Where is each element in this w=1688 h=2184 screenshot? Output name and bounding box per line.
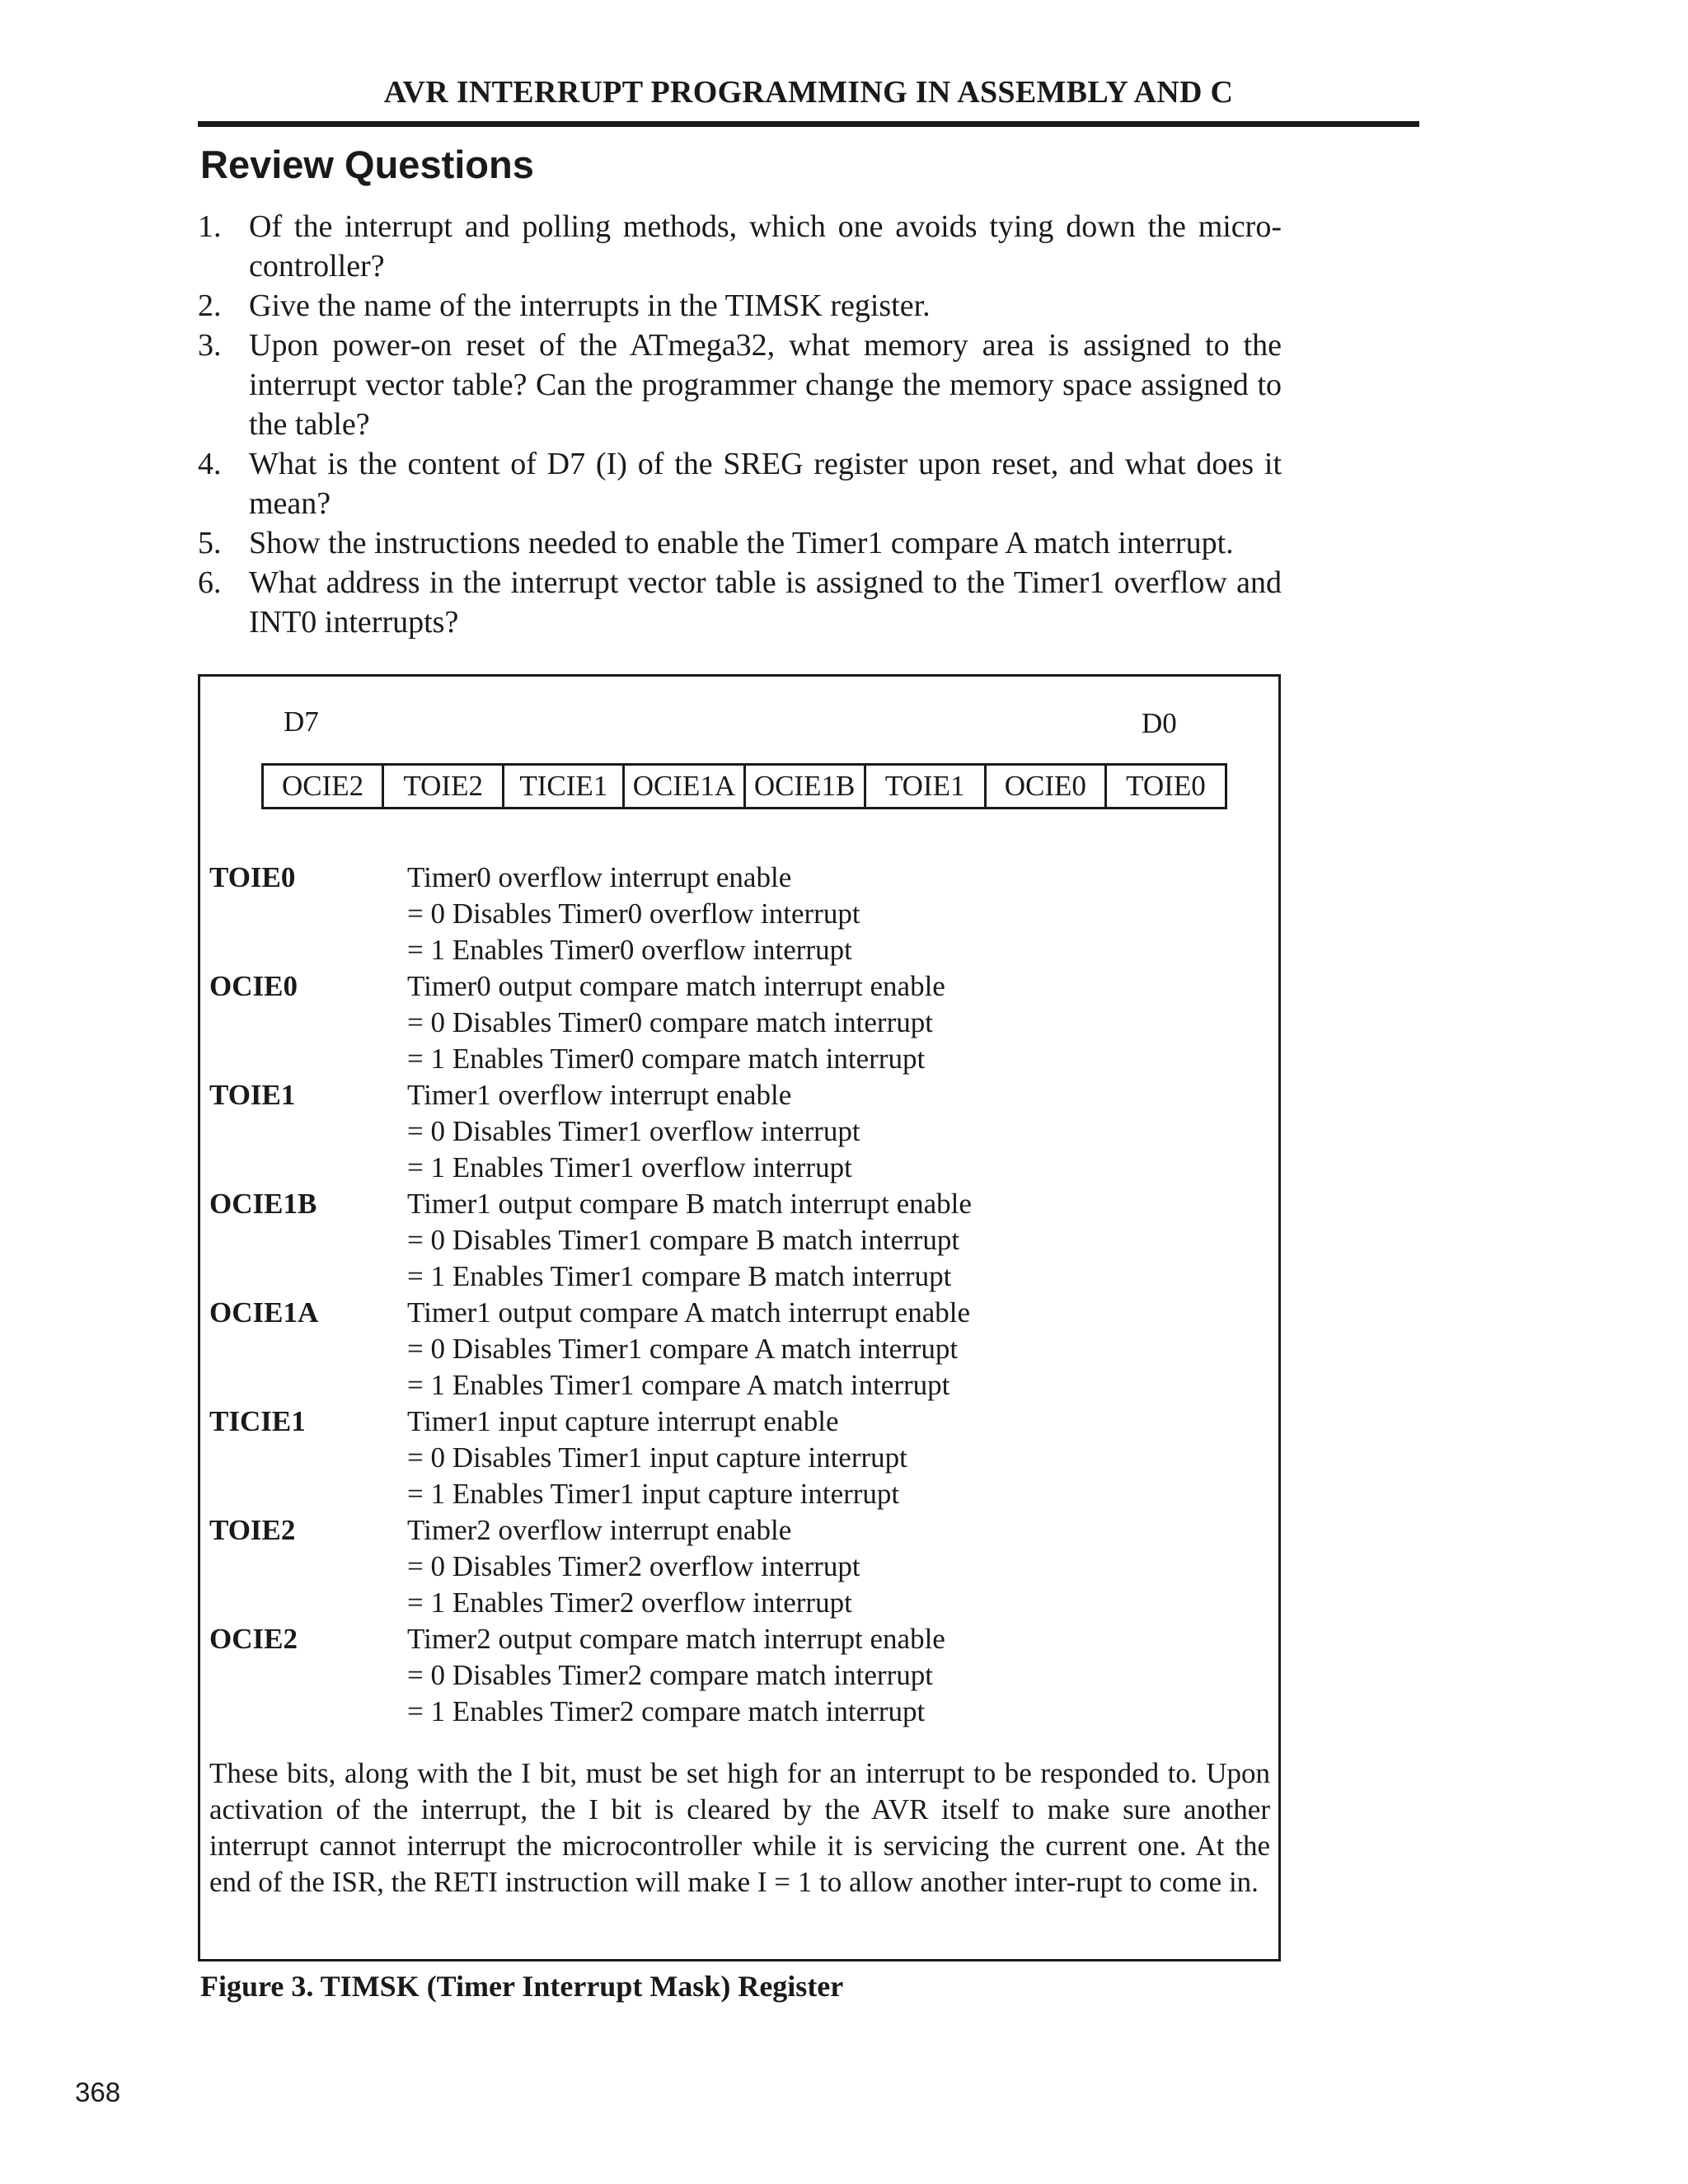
bit-definition	[209, 1077, 1273, 1186]
bit-definition-line: Timer0 overflow interrupt enable	[407, 861, 792, 893]
bit-definition-name: OCIE1B	[209, 1188, 317, 1220]
bit-definition-line: = 1 Enables Timer0 overflow interrupt	[407, 934, 852, 966]
question-item	[198, 326, 1282, 444]
question-text: What address in the interrupt vector table is assigned to the Timer1 overflow and INT0 interrupts?	[249, 565, 1282, 640]
register-bit-row	[261, 763, 1227, 809]
bit-definition	[209, 1186, 1273, 1295]
bit-definition-line: Timer0 output compare match interrupt enable	[407, 970, 945, 1002]
question-item	[198, 523, 1282, 563]
question-number: 4.	[198, 447, 222, 481]
question-text: Of the interrupt and polling methods, which one avoids tying down the micro-controller?	[249, 209, 1282, 284]
bit-definition-name: TICIE1	[209, 1405, 306, 1437]
bit-definition-line: = 1 Enables Timer2 compare match interrupt	[407, 1695, 926, 1727]
question-text: What is the content of D7 (I) of the SREG register upon reset, and what does it mean?	[249, 447, 1282, 521]
bit-definition-line: = 1 Enables Timer1 compare B match interrupt	[407, 1260, 952, 1292]
page-number: 368	[75, 2077, 121, 2107]
question-text: Upon power-on reset of the ATmega32, what memory area is assigned to the interrupt vector table? Can the programmer change the memory space assigned to the table?	[249, 328, 1282, 442]
figure-caption: Figure 3. TIMSK (Timer Interrupt Mask) Register	[200, 1970, 844, 2003]
question-number: 3.	[198, 328, 222, 363]
bit-definition	[209, 1295, 1273, 1404]
bit-definition	[209, 1512, 1273, 1621]
register-bit-cell: OCIE0	[987, 766, 1107, 807]
question-text: Show the instructions needed to enable the Timer1 compare A match interrupt.	[249, 526, 1234, 560]
register-bit-cell: TOIE2	[384, 766, 504, 807]
bit-definitions	[209, 860, 1273, 1730]
question-item	[198, 563, 1282, 642]
bit-definition	[209, 1404, 1273, 1512]
section-title: Review Questions	[200, 143, 534, 186]
bit-definition-line: Timer1 input capture interrupt enable	[407, 1405, 839, 1437]
register-bit-cell: TICIE1	[504, 766, 625, 807]
bit-definition-line: = 0 Disables Timer2 overflow interrupt	[407, 1550, 860, 1582]
question-number: 6.	[198, 565, 222, 600]
register-bit-cell: TOIE1	[866, 766, 987, 807]
bit-definition-line: = 1 Enables Timer0 compare match interrupt	[407, 1043, 926, 1075]
question-number: 2.	[198, 288, 222, 323]
timsk-figure-box	[198, 674, 1281, 1961]
bit-definition-name: OCIE2	[209, 1623, 298, 1655]
bit-definition-line: Timer1 overflow interrupt enable	[407, 1079, 792, 1111]
running-head: AVR INTERRUPT PROGRAMMING IN ASSEMBLY AND C	[383, 75, 1234, 110]
bit-definition-line: = 0 Disables Timer1 compare A match interrupt	[407, 1333, 959, 1365]
bit-definition	[209, 860, 1273, 968]
register-bit-cell: TOIE0	[1126, 770, 1206, 802]
register-bit-cell: OCIE2	[264, 766, 384, 807]
bit-definition-line: = 1 Enables Timer1 input capture interrupt	[407, 1478, 900, 1510]
question-text: Give the name of the interrupts in the TIMSK register.	[249, 288, 931, 323]
bit-definition-line: = 0 Disables Timer0 overflow interrupt	[407, 898, 860, 930]
bit-definition-line: = 1 Enables Timer2 overflow interrupt	[407, 1586, 852, 1619]
bit-definition	[209, 1621, 1273, 1730]
bit-definition-line: Timer2 output compare match interrupt enable	[407, 1623, 945, 1655]
review-questions-list	[198, 207, 1282, 642]
bit-definition-line: Timer1 output compare A match interrupt enable	[407, 1296, 970, 1329]
msb-label: D7	[284, 705, 319, 738]
bit-definition-line: = 0 Disables Timer0 compare match interrupt	[407, 1006, 933, 1038]
register-bit-cell: OCIE1A	[625, 766, 745, 807]
bit-definition-line: = 1 Enables Timer1 overflow interrupt	[407, 1151, 852, 1183]
bit-definition-name: OCIE0	[209, 970, 298, 1002]
bit-definition-line: = 1 Enables Timer1 compare A match interrupt	[407, 1369, 950, 1401]
bit-definition-line: = 0 Disables Timer2 compare match interrupt	[407, 1659, 933, 1691]
register-bit-cell: OCIE1B	[746, 766, 866, 807]
bit-definition-line: = 0 Disables Timer1 compare B match interrupt	[407, 1224, 960, 1256]
bit-definition-name: TOIE2	[209, 1514, 296, 1546]
bit-definition-name: TOIE0	[209, 861, 296, 893]
question-item	[198, 207, 1282, 286]
header-rule	[198, 121, 1419, 127]
figure-note: These bits, along with the I bit, must be set high for an interrupt to be responded to. Upon activation of the interrupt, the I bit is cleared by the AVR itself to make sure another interrupt cannot interrupt the microcontroller while it is servicing the current one. At the end of the ISR, the RETI instruction will make I = 1 to allow another inter-rupt to come in.	[209, 1757, 1270, 1898]
question-number: 5.	[198, 526, 222, 560]
bit-definition-line: = 0 Disables Timer1 overflow interrupt	[407, 1115, 860, 1147]
bit-definition-name: TOIE1	[209, 1079, 296, 1111]
lsb-label: D0	[1142, 707, 1177, 739]
bit-definition-name: OCIE1A	[209, 1296, 319, 1329]
bit-definition	[209, 968, 1273, 1077]
bit-definition-line: Timer1 output compare B match interrupt enable	[407, 1188, 972, 1220]
question-item	[198, 286, 1282, 326]
bit-definition-line: = 0 Disables Timer1 input capture interrupt	[407, 1441, 907, 1474]
question-item	[198, 444, 1282, 523]
bit-definition-line: Timer2 overflow interrupt enable	[407, 1514, 792, 1546]
question-number: 1.	[198, 209, 222, 244]
